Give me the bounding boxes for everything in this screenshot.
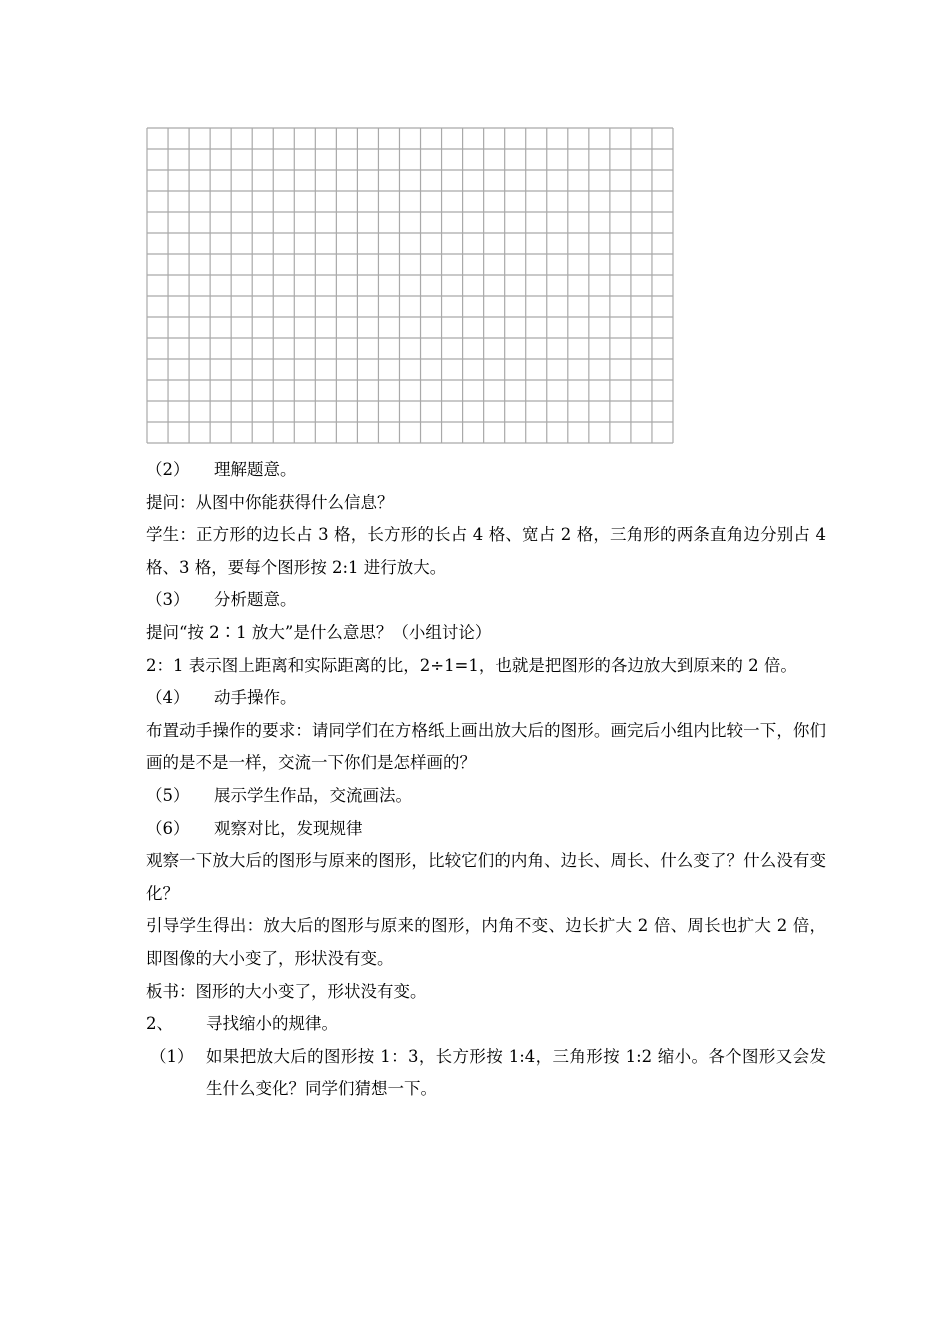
task-requirement: 布置动手操作的要求：请同学们在方格纸上画出放大后的图形。画完后小组内比较一下，你们画的是不是一样，交流一下你们是怎样画的？ (146, 720, 826, 773)
step-3: （3） 分析题意。 (146, 590, 297, 610)
answer-2: 2：1 表示图上距离和实际距离的比，2÷1=1，也就是把图形的各边放大到原来的 2 倍。 (146, 655, 797, 675)
step-5: （5） 展示学生作品，交流画法。 (146, 785, 412, 805)
blackboard-note: 板书：图形的大小变了，形状没有变。 (146, 981, 427, 1001)
question-1: 提问：从图中你能获得什么信息？ (146, 492, 394, 512)
lesson-text (146, 454, 826, 1106)
question-2: 提问“按 2∶1 放大”是什么意思？（小组讨论） (146, 622, 492, 642)
sub-item-1: （1） 如果把放大后的图形按 1：3，长方形按 1:4，三角形按 1:2 缩小。各个图形又会发生什么变化？同学们猜想一下。 (150, 1046, 826, 1099)
step-2: （2） 理解题意。 (146, 460, 297, 479)
step-6: （6） 观察对比，发现规律 (146, 818, 363, 838)
conclusion-text: 引导学生得出：放大后的图形与原来的图形，内角不变、边长扩大 2 倍、周长也扩大 2 倍，即图像的大小变了，形状没有变。 (146, 916, 826, 968)
observation-text: 观察一下放大后的图形与原来的图形，比较它们的内角、边长、周长、什么变了？什么没有变化？ (146, 851, 826, 903)
section-2-heading: 2、 寻找缩小的规律。 (146, 1014, 338, 1034)
grid-paper (146, 127, 674, 445)
step-4: （4） 动手操作。 (146, 688, 297, 708)
answer-1: 学生：正方形的边长占 3 格，长方形的长占 4 格、宽占 2 格，三角形的两条直角边分别占 4 格、3 格，要每个图形按 2:1 进行放大。 (146, 525, 826, 577)
